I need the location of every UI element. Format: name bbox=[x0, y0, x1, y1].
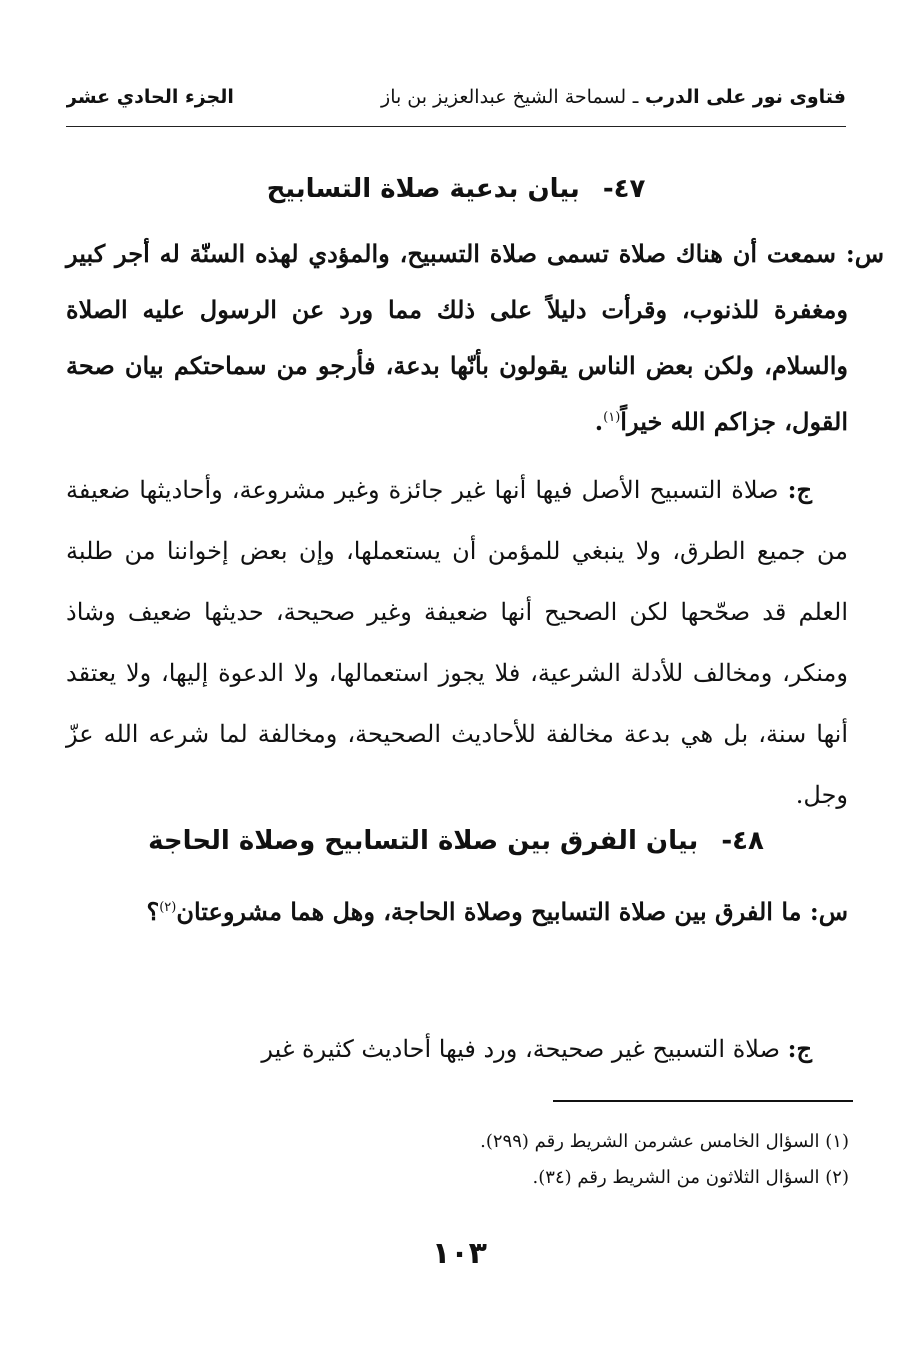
part-label: الجزء الحادي عشر bbox=[66, 86, 234, 108]
footnote-1: (١) السؤال الخامس عشرمن الشريط رقم (٢٩٩). bbox=[480, 1131, 849, 1152]
header-dash: ـ bbox=[632, 86, 639, 108]
answer-48 bbox=[66, 1018, 848, 1080]
question-text: ما الفرق بين صلاة التسابيح وصلاة الحاجة، وهل هما مشروعتان bbox=[176, 897, 802, 926]
answer-47 bbox=[66, 459, 848, 826]
footnote-ref: (٢) bbox=[159, 900, 177, 915]
question-marker: س: bbox=[809, 897, 848, 926]
footnote-separator bbox=[553, 1100, 853, 1102]
answer-marker: ج: bbox=[787, 1034, 812, 1063]
footnote-ref: (١) bbox=[603, 410, 621, 425]
answer-text: صلاة التسبيح غير صحيحة، ورد فيها أحاديث كثيرة غير bbox=[261, 1035, 780, 1063]
section-heading: بيان الفرق بين صلاة التسابيح وصلاة الحاجة bbox=[148, 826, 699, 856]
section-number: ٤٧- bbox=[602, 174, 646, 204]
footnotes bbox=[149, 1124, 849, 1196]
running-header bbox=[66, 86, 846, 127]
book-title: فتاوى نور على الدرب bbox=[645, 86, 846, 108]
author-name: لسماحة الشيخ عبدالعزيز بن باز bbox=[381, 86, 627, 108]
question-marker: س: bbox=[845, 239, 884, 268]
question-48 bbox=[66, 884, 848, 940]
section-number: ٤٨- bbox=[721, 826, 764, 856]
answer-marker: ج: bbox=[787, 475, 812, 504]
question-text: سمعت أن هناك صلاة تسمى صلاة التسبيح، والمؤدي لهذه السنّة له أجر كبير ومغفرة للذنوب، وقرأت دليلاً على ذلك مما ورد عن الرسول عليه الصلاة والسلام، ولكن بعض الناس يقولون بأنّها بدعة، فأرجو من سماحتكم بيان صحة القول، جزاكم الله خيراً bbox=[66, 239, 848, 436]
question-end-punct: . bbox=[594, 407, 604, 436]
question-end-punct: ؟ bbox=[146, 897, 160, 926]
answer-text: صلاة التسبيح الأصل فيها أنها غير جائزة وغير مشروعة، وأحاديثها ضعيفة من جميع الطرق، ولا ينبغي للمؤمن أن يستعملها، وإن بعض إخواننا من طلبة العلم قد صحّحها لكن الصحيح أنها ضعيفة وغير صحيحة، حديثها ضعيف وشاذ ومنكر، ومخالف للأدلة الشرعية، فلا يجوز استعمالها، ولا الدعوة إليها، ولا يعتقد أنها سنة، بل هي بدعة مخالفة للأحاديث الصحيحة، ومخالفة لما شرعه الله عزّ وجل. bbox=[66, 476, 848, 809]
section-title-47 bbox=[66, 174, 846, 204]
footnote-2: (٢) السؤال الثلاثون من الشريط رقم (٣٤). bbox=[532, 1167, 849, 1188]
question-47 bbox=[66, 226, 884, 450]
section-heading: بيان بدعية صلاة التسابيح bbox=[266, 174, 580, 204]
section-title-48 bbox=[66, 826, 846, 856]
page-number: ١٠٣ bbox=[432, 1236, 487, 1271]
